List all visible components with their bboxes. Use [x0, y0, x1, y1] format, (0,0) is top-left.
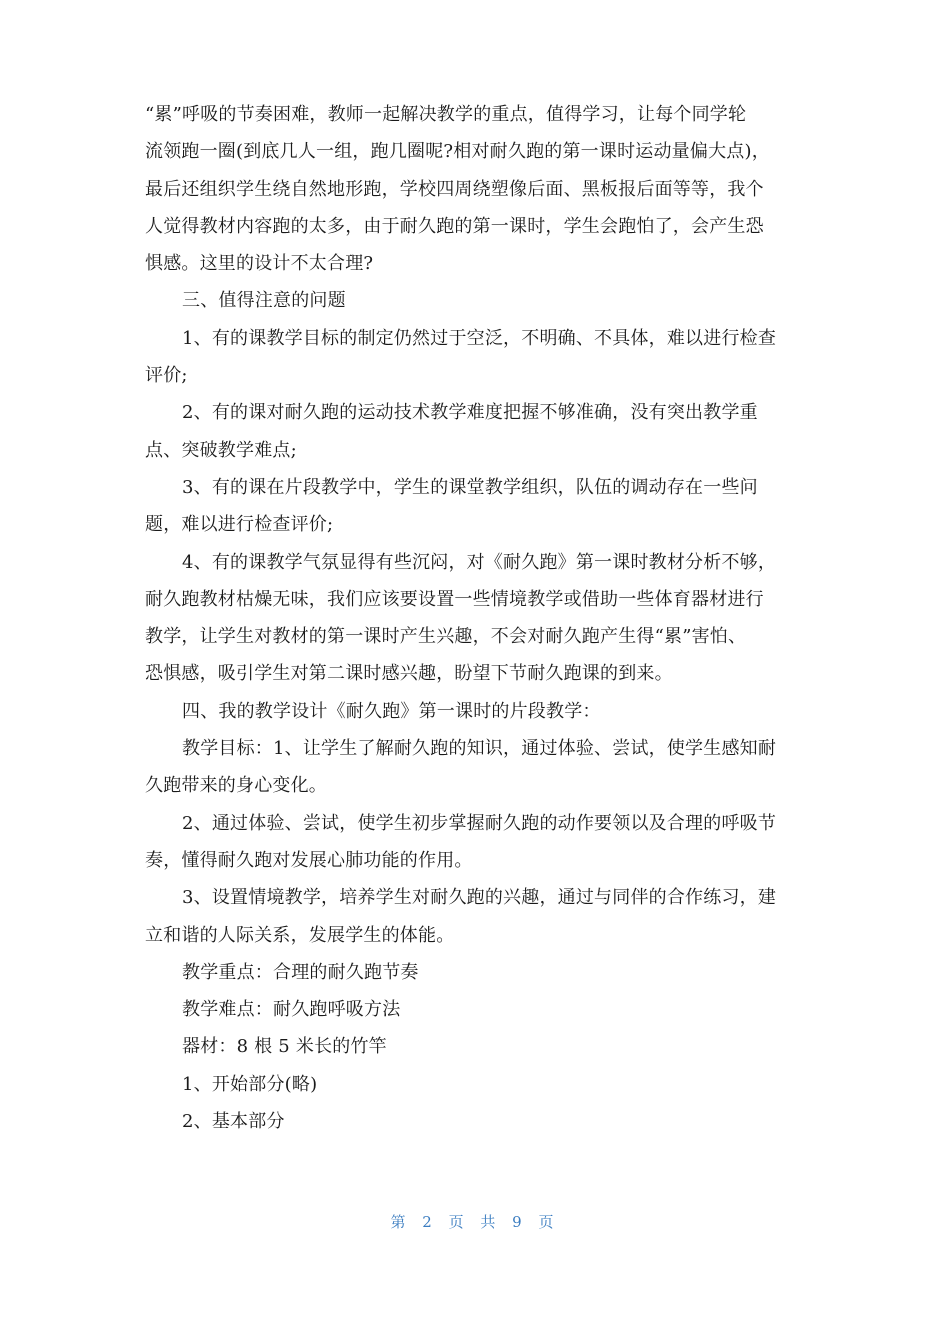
section-heading: 三、值得注意的问题 — [182, 290, 346, 312]
text-line: 耐久跑教材枯燥无味，我们应该要设置一些情境教学或借助一些体育器材进行 — [145, 588, 764, 610]
text-line: 器材：8 根 5 米长的竹竿 — [182, 1036, 387, 1058]
text-line: 1、开始部分(略) — [182, 1073, 318, 1095]
page-number-footer: 第 2 页 共 9 页 — [390, 1213, 560, 1231]
text-line: 奏，懂得耐久跑对发展心肺功能的作用。 — [145, 849, 473, 871]
text-line: 立和谐的人际关系，发展学生的体能。 — [145, 924, 455, 946]
text-line: 教学重点：合理的耐久跑节奏 — [182, 961, 419, 983]
text-line: 教学目标：1、让学生了解耐久跑的知识，通过体验、尝试，使学生感知耐 — [182, 738, 777, 760]
text-line: 人觉得教材内容跑的太多，由于耐久跑的第一课时，学生会跑怕了，会产生恐 — [145, 215, 764, 237]
text-line: 最后还组织学生绕自然地形跑，学校四周绕塑像后面、黑板报后面等等，我个 — [145, 178, 764, 200]
text-line: 3、设置情境教学，培养学生对耐久跑的兴趣，通过与同伴的合作练习，建 — [182, 887, 777, 909]
text-line: 惧感。这里的设计不太合理? — [145, 253, 374, 275]
text-line: 2、基本部分 — [182, 1111, 285, 1133]
text-line: 1、有的课教学目标的制定仍然过于空泛，不明确、不具体，难以进行检查 — [182, 327, 777, 349]
text-line: 2、有的课对耐久跑的运动技术教学难度把握不够准确，没有突出教学重 — [182, 402, 758, 424]
text-line: 点、突破教学难点; — [145, 439, 297, 461]
text-line: 3、有的课在片段教学中，学生的课堂教学组织，队伍的调动存在一些问 — [182, 476, 758, 498]
text-line: 2、通过体验、尝试，使学生初步掌握耐久跑的动作要领以及合理的呼吸节 — [182, 812, 777, 834]
text-line: 流领跑一圈(到底几人一组，跑几圈呢?相对耐久跑的第一课时运动量偏大点)， — [145, 141, 770, 163]
section-heading: 四、我的教学设计《耐久跑》第一课时的片段教学： — [182, 700, 601, 722]
text-line: 教学难点：耐久跑呼吸方法 — [182, 999, 401, 1021]
text-line: 久跑带来的身心变化。 — [145, 775, 327, 797]
text-line: 4、有的课教学气氛显得有些沉闷，对《耐久跑》第一课时教材分析不够， — [182, 551, 777, 573]
text-line: 恐惧感，吸引学生对第二课时感兴趣，盼望下节耐久跑课的到来。 — [145, 663, 673, 685]
text-line: 教学，让学生对教材的第一课时产生兴趣，不会对耐久跑产生得“累”害怕、 — [145, 626, 747, 648]
text-line: 题，难以进行检查评价; — [145, 514, 334, 536]
text-line: 评价; — [145, 365, 188, 387]
document-body — [145, 96, 805, 1140]
text-line: “累”呼吸的节奏困难，教师一起解决教学的重点，值得学习，让每个同学轮 — [145, 104, 747, 125]
